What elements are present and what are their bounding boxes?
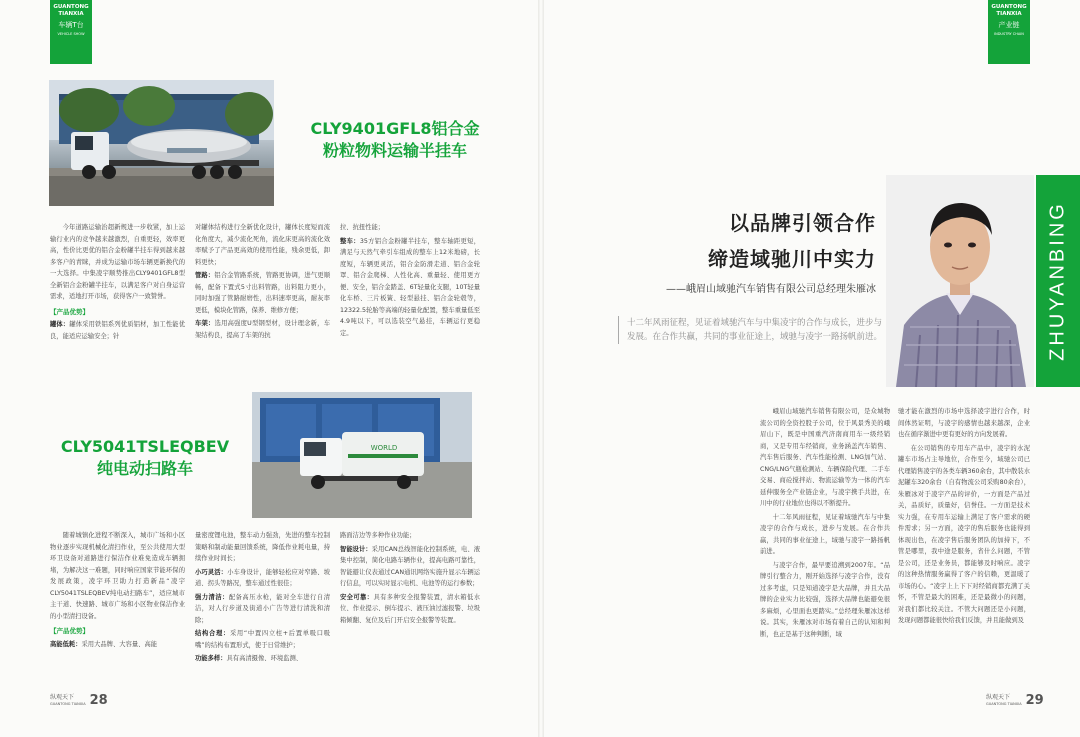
col2-item2-head: 车架： [195, 320, 215, 327]
brand-section: 产业链 [998, 21, 1020, 29]
footer-right [986, 692, 1044, 708]
col4-tag: 【产品优势】 [50, 627, 89, 635]
product2-title-line2: 纯电动扫路车 [96, 459, 193, 478]
col5-item3 [195, 628, 330, 651]
brand-line2: TIANXIA [996, 11, 1022, 17]
portrait-zhuyanbing [886, 175, 1034, 387]
headline-line2: 缔造域驰川中实力 [708, 247, 876, 271]
footer-publication [986, 694, 1022, 708]
col4-item1 [50, 639, 185, 651]
sweeper-illustration [252, 392, 472, 518]
col6-item2 [340, 592, 480, 627]
col5-item2-text: 配备高压水枪，能对全车进行自清洁，对人行步道及街道小广告等进行清洗和清除； [195, 593, 331, 624]
brand-section-en: VEHICLE SHOW [57, 32, 85, 36]
name-vertical-bar [1036, 175, 1080, 387]
col3-paragraph: 拉、抗扭性能； [340, 224, 385, 231]
col5-item4-head: 功能多样： [195, 655, 227, 662]
col2-paragraph: 对罐体结构进行全新优化设计，罐体长度短而流化角度大，减少流化死角，流化床更高的流化效率赋予了产品更高效的使用性能，残余更低，卸料更快； [195, 224, 330, 266]
brand-tab-left [50, 0, 92, 64]
col1-item1-text: 罐体采用铁铝系列优质铝材，加工性能优良，能适应运输安全；针 [50, 321, 186, 340]
col2-item1-head: 管路： [195, 272, 215, 279]
col6-item2-text: 具有多种安全报警装置，清水箱低水位、作业提示、倒车提示、液压油过滤报警、垃圾箱倾翻、复位及后门开启安全报警等装置。 [340, 593, 481, 624]
col2-item2-text: 选用高强度U型钢型材，设计理念新，车架结构良，提高了车架的抗 [195, 320, 331, 339]
article-headline [640, 205, 876, 277]
pull-quote: 十二年风雨征程，见证着域驰汽车与中集凌宇的合作与成长，进步与发展。在合作共赢，共同的事业征途上，域驰与凌宇一路扬帆前进。 [618, 316, 888, 344]
brand-section-en: INDUSTRY CHAIN [994, 32, 1024, 36]
page-number-left: 28 [89, 693, 108, 708]
product1-title [280, 118, 510, 162]
col8-paragraph2: 在公司销售的专用车产品中，凌宇的水泥罐车市场占主导地位，合作至今，域驰公司已代理销售凌宇的各类车辆360余台，其中散装水泥罐车320余台（自有物流公司采购80余台），朱雁冰对于凌宇产品的评价，一方面是产品过关，品质好，质量好，信誉佳。一方面是技术实力强，在专用车运输上满足了客户需求的硬件需求；另一方面，凌宇的售后服务也能得到体现出色，在凌宇售后服务团队的加持下，不管是哪里，我中途是服务，省什么问题，不管是公司，还是业务员，都能够及时响应。凌宇的这种热情服务赢得了客户的信赖，更温暖了市场的心。“凌宇上上下下对经销商都充满了关怀，不管是最大的困难，还是最微小的问题，对我们都比较关注。不管大问题还是小问题，发现问题都能很快给我们反馈，并且能做到及 [898, 444, 1030, 624]
col1-item1 [50, 319, 185, 342]
body-column-5 [195, 530, 330, 667]
brand-line2: TIANXIA [58, 11, 84, 17]
name-vertical-text: ZHUYANBING [1046, 201, 1069, 361]
product2-title [40, 436, 250, 480]
headline-line1: 以品牌引领合作 [729, 211, 876, 235]
col3-item1 [340, 236, 480, 340]
col5-item1 [195, 567, 330, 590]
col6-paragraph: 路面洁边等多种作业功能； [340, 532, 416, 539]
footer-pub-sub: GUANTONG TIANXIA [50, 702, 86, 706]
col5-item4 [195, 653, 330, 665]
col5-item3-text: 采用“中置四立柱+后置单吸口吸嘴”的结构布置形式，使于日常维护； [195, 630, 330, 649]
footer-pub-title: 纵观天下 [50, 694, 75, 701]
body-column-1 [50, 222, 185, 344]
brand-section: 车辆T台 [58, 21, 84, 29]
col5-item2-head: 强力清洁： [195, 593, 229, 601]
body-column-3 [340, 222, 480, 341]
aluminium-powder-tanker-photo [49, 80, 274, 206]
col5-item2 [195, 592, 330, 627]
col4-item1-text: 采用大品牌、大容量、高能 [81, 640, 158, 648]
body-column-4 [50, 530, 185, 652]
body-column-8 [898, 406, 1030, 629]
page-gutter [538, 0, 544, 737]
col2-item1-text: 铝合金管路系统，管路更协调，进气更顺畅，配备下置式5寸出料管路，出料阻力更小，同时加强了管路耐磨性，出料速率更高，耐灰率更低，模块化管路，保养、维修方便； [195, 272, 331, 314]
col5-item1-head: 小巧灵活： [195, 568, 228, 576]
col5-item4-text: 具有高清摄像、环境监测、 [226, 655, 303, 662]
footer-left [50, 692, 108, 708]
col3-item1-head: 整车： [340, 237, 360, 245]
col3-item1-text: 35方铝合金粉罐半挂车，整车轴距更短，满足与天然气牵引车组成的整车上12米地磅，长度短，车辆更灵活，铝合金防滑走道、铝合金轮罩、铝合金爬梯、人性化高、重量轻、使用更方便、安全，铝合金踏盖、6T轻量化支腿，10T轻量化车桥、三片板簧、轻型悬挂、铝合金轮毂等，12322.5轮胎等高端的轻量化配置，整车重量低至4.9吨以下，可以选装空气悬挂，车辆运行更稳定。 [340, 237, 481, 337]
tanker-illustration [49, 80, 274, 206]
col6-item1-text: 采用CAN总线智能化控制系统，电、液集中控制，简化电路车辆作业，提高电路可靠性，智能避让仪表通过CAN通讯网络实施升显示车辆运行信息，可以实时显示电机、电池等的运行参数； [340, 545, 481, 587]
product2-title-line1: CLY5041TSLEQBEV [60, 437, 230, 456]
col6-item1-head: 智能设计： [340, 545, 372, 553]
body-column-6 [340, 530, 480, 628]
brand-tab-right [988, 0, 1030, 64]
col1-tag: 【产品优势】 [50, 307, 89, 316]
col2-item2 [195, 318, 330, 341]
col4-item1-head: 高能低耗： [50, 640, 82, 648]
col7-paragraph1: 峨眉山域驰汽车销售有限公司，是众城物流公司的全资控股子公司，位于风景秀美的峨眉山下，既是中国重汽济南商用车一级经销商，又是专用车经销商，业务涵盖汽车销售、汽车售后服务、汽车性能检测、LNG加气站、CNG/LNG气瓶检测站、车辆保险代理、二手车交易、商砼搅拌站、物流运输等为一体的汽车延伸服务全产业链企业，与凌宇携手共进，在川中的行业地位也得以不断提升。 [760, 408, 890, 507]
product1-title-line2: 粉粒物料运输半挂车 [322, 141, 467, 160]
portrait-illustration [886, 175, 1034, 387]
col8-paragraph1: 驰才能在激烈的市场中选择凌宇进行合作，时间体然证明，与凌宇的感情也越来越深，企业也在循序渐进中更有更好的方向发展着。 [898, 408, 1030, 438]
body-column-2 [195, 222, 330, 343]
footer-pub-sub: GUANTONG TIANXIA [986, 702, 1022, 706]
sweeper-brand-text: WORLD [370, 444, 398, 452]
col1-paragraph: 今年道路运输治超新规进一步收紧，加上运输行业内的竞争越来越激烈，自重更轻，效率更高，性价比更优的铝合金粉罐半挂车得到越来越多客户的青睐，并成为运输市场车辆更新换代的一大选择。中集凌宇顺势推出CLY9401GFL8型全新铝合金粉罐半挂车，以满足客户对自身运营需求，适地打开市场，获得客户一致赞誉。 [50, 224, 185, 300]
col4-paragraph: 随着城镇化进程不断深入，城市广场和小区物业逐步实现机械化清扫作业，至公共使用大型环卫设备对道路进行保洁作业难免造成车辆拥堵，为解决这一难题，同时响应国家节能环保的发展政策，凌宇环卫助力打造新品“凌宇CLY5041TSLEQBEV纯电动扫路车”，适应城市主干道、快速路、城市广场和小区物业保洁作业的小型清扫设备。 [50, 532, 185, 620]
article-byline: ——峨眉山域驰汽车销售有限公司总经理朱雁冰 [666, 284, 876, 295]
body-column-7 [760, 406, 890, 642]
electric-sweeper-photo [252, 392, 472, 518]
col2-item1 [195, 270, 330, 316]
col1-item1-head: 罐体： [50, 321, 70, 328]
col6-item2-head: 安全可靠： [340, 593, 374, 601]
footer-pub-title: 纵观天下 [986, 694, 1011, 701]
col5-item1-text: 小车身设计，能够轻松应对窄路、坡道、拐头等路况，整车通过性很佳； [195, 568, 331, 587]
brand-line1: GUANTONG [991, 4, 1027, 10]
col5-paragraph: 量密度锂电池，整车动力强劲，先进的整车控制策略和制动能量回馈系统，降低作业耗电量，持续作业时间长； [195, 532, 330, 562]
col6-item1 [340, 544, 480, 590]
col5-item3-head: 结构合理： [195, 630, 230, 637]
col7-paragraph3: 与凌宇合作，最早要追溯到2007年。“品牌引行整合力，刚开始选择与凌宇合作，没有过多考虑，只是知道凌宇是大品牌，并且大品牌的企业实力比较强，选择大品牌也能避免很多麻烦，心里面也更踏实。”总经理朱雁冰这样说。其实，朱雁冰对市场有着自己的认知和判断，也正是基于这种判断，域 [760, 561, 890, 638]
brand-line1: GUANTONG [53, 4, 89, 10]
footer-publication [50, 694, 86, 708]
page-number-right: 29 [1025, 693, 1044, 708]
product1-title-line1: CLY9401GFL8铝合金 [310, 119, 480, 138]
col7-paragraph2: 十二年风雨征程，见证着域驰汽车与中集凌宇的合作与成长，进步与发展。在合作共赢，共同的事业征途上，域驰与凌宇一路扬帆前进。 [760, 513, 890, 555]
